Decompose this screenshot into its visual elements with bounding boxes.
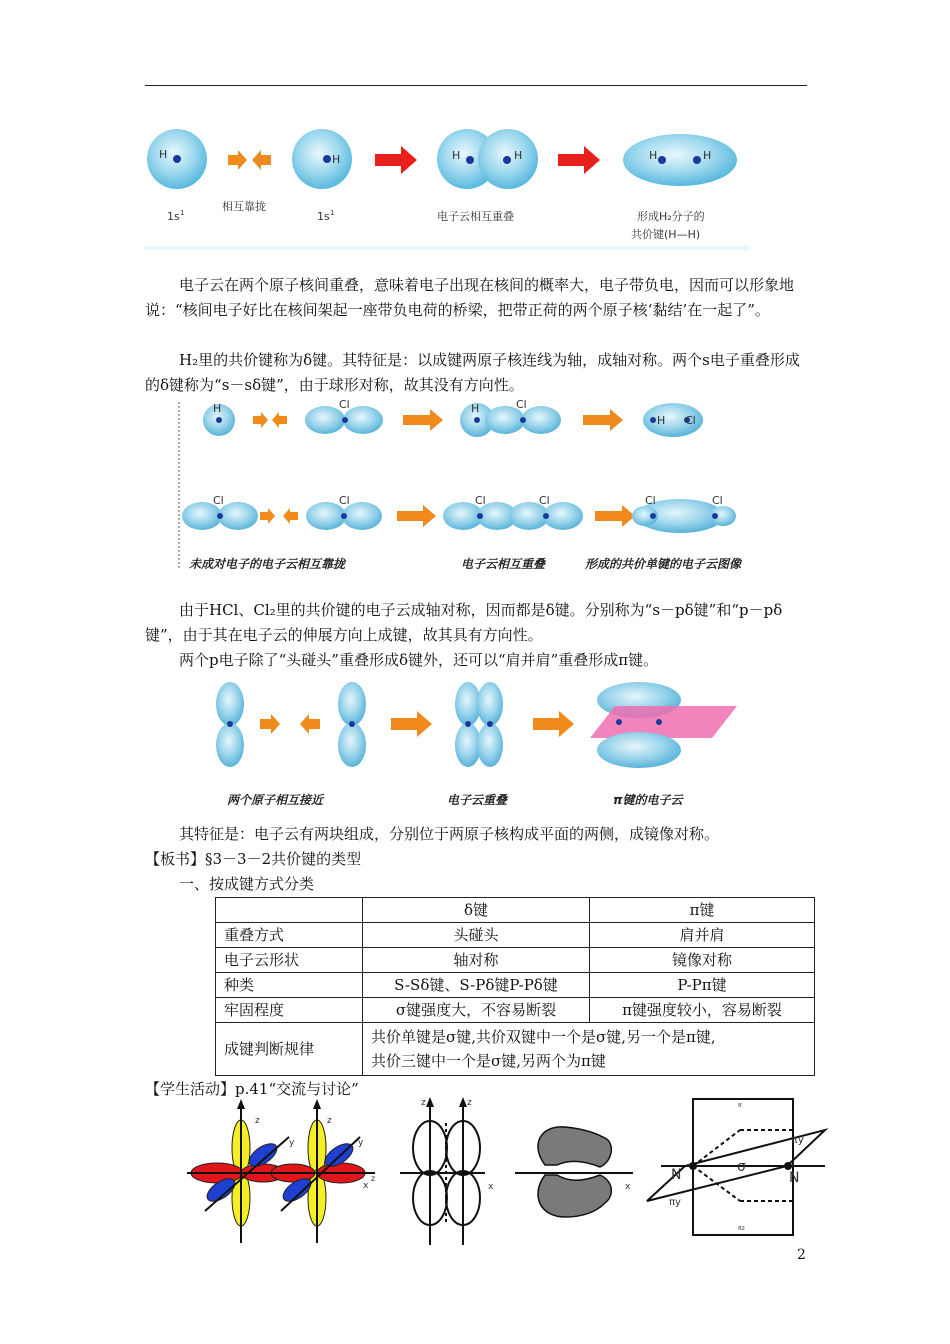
header-rule — [145, 85, 807, 86]
figure-pi-bond — [205, 680, 745, 815]
paragraph-pi-bond: 两个p电子除了“头碰头”重叠形成δ键外，还可以“肩并肩”重叠形成π键。 — [179, 651, 659, 669]
overlap-caption: 电子云相互重叠 — [437, 210, 514, 223]
svg-text:1: 1 — [180, 209, 185, 217]
pz-orbital-outline-diagram — [400, 1097, 494, 1245]
arrow-red-icon-2 — [558, 146, 600, 174]
h-atom-cloud-2 — [292, 129, 352, 189]
figure-hcl-cl2 — [175, 398, 790, 578]
svg-text:H: H — [471, 402, 480, 415]
svg-text:Cl: Cl — [339, 398, 350, 411]
svg-text:x: x — [363, 1181, 369, 1191]
nodal-plane — [590, 706, 737, 738]
svg-text:H: H — [332, 153, 341, 166]
table-row: 牢固程度 σ键强度大，不容易断裂 π键强度较小，容易断裂 — [216, 998, 815, 1023]
activity-heading: 【学生活动】p.41“交流与讨论” — [145, 1080, 359, 1098]
fig3-caption-1: 两个原子相互接近 — [227, 793, 324, 807]
svg-text:N: N — [789, 1170, 800, 1186]
table-row: 电子云形状 轴对称 镜像对称 — [216, 948, 815, 973]
bond-type-table — [215, 897, 815, 1076]
svg-text:z: z — [371, 1174, 376, 1183]
orbital-label-1: 1s — [167, 210, 180, 223]
figure-h2-formation — [145, 122, 750, 252]
svg-text:π: π — [738, 1102, 742, 1109]
svg-text:H: H — [213, 402, 222, 415]
svg-text:N: N — [671, 1167, 682, 1183]
page-number: 2 — [797, 1247, 806, 1263]
svg-text:1: 1 — [330, 209, 335, 217]
section-heading: 一、按成键方式分类 — [179, 875, 315, 893]
paragraph-electron-cloud: 电子云在两个原子核间重叠，意味着电子出现在核间的概率大，电子带负电，因而可以形象地说：“核间电子好比在核间架起一座带负电荷的桥梁，把带正荷的两个原子核‘黏结’在一起了”。 — [145, 276, 795, 319]
pi-cloud-gray-diagram — [515, 1127, 633, 1217]
fig3-caption-3: π键的电子云 — [613, 793, 683, 807]
svg-text:H: H — [452, 149, 461, 162]
svg-text:Cl: Cl — [475, 494, 486, 507]
table-header-row: δ键 π键 — [216, 898, 815, 923]
svg-text:πz: πz — [738, 1225, 745, 1232]
h2-molecule-cloud — [623, 134, 737, 186]
svg-text:H: H — [514, 149, 523, 162]
arrow-left-icon — [252, 150, 271, 170]
svg-text:y: y — [289, 1138, 295, 1148]
approach-caption: 相互靠拢 — [222, 200, 266, 213]
svg-text:z: z — [421, 1098, 426, 1108]
paragraph-hcl-cl2: 由于HCl、Cl₂里的共价键的电子云成轴对称，因而都是δ键。分别称为“s－pδ键”和“p－pδ键”，由于其在电子云的伸展方向上成键，故其具有方向性。 — [145, 601, 783, 644]
table-row: 成键判断规律 共价单键是σ键,共价双键中一个是σ键,另一个是π键, 共价三键中一个是σ键,另两个为π键 — [216, 1023, 815, 1076]
svg-text:Cl: Cl — [339, 494, 350, 507]
svg-text:πy: πy — [669, 1197, 681, 1208]
fig2-caption-3: 形成的共价单键的电子云图像 — [585, 557, 742, 571]
figure-orbital-diagrams — [185, 1093, 835, 1253]
svg-text:H: H — [657, 414, 666, 427]
svg-text:σ: σ — [737, 1159, 746, 1175]
svg-text:Cl: Cl — [712, 494, 723, 507]
svg-text:z: z — [327, 1116, 332, 1126]
svg-text:x: x — [488, 1182, 494, 1192]
svg-text:x: x — [625, 1182, 631, 1192]
svg-text:πy: πy — [791, 1133, 805, 1146]
p-orbital-overlap-diagram — [187, 1099, 375, 1243]
fig2-caption-1: 未成对电子的电子云相互靠拢 — [189, 557, 346, 571]
paragraph-h2-bond: H₂里的共价键称为δ键。其特征是：以成键两原子核连线为轴，成轴对称。两个s电子重叠形成的δ键称为“s－sδ键”，由于球形对称，故其没有方向性。 — [145, 351, 800, 394]
svg-text:Cl: Cl — [213, 494, 224, 507]
svg-text:H: H — [703, 149, 712, 162]
arrow-red-icon — [375, 146, 417, 174]
arrow-right-icon — [228, 150, 247, 170]
board-heading: 【板书】§3－3－2共价键的类型 — [145, 850, 362, 868]
fig2-caption-2: 电子云相互重叠 — [461, 557, 546, 571]
svg-text:1s: 1s — [317, 210, 330, 223]
formed-caption-2: 共价键(H—H) — [631, 228, 701, 241]
n2-bond-diagram — [647, 1099, 825, 1235]
svg-text:z: z — [467, 1098, 472, 1108]
fig3-caption-2: 电子云重叠 — [447, 793, 508, 807]
svg-text:Cl: Cl — [516, 398, 527, 411]
svg-text:y: y — [358, 1138, 364, 1148]
formed-caption-1: 形成H₂分子的 — [637, 210, 705, 223]
svg-text:Cl: Cl — [539, 494, 550, 507]
svg-text:z: z — [255, 1116, 260, 1126]
svg-text:Cl: Cl — [645, 494, 656, 507]
table-row: 重叠方式 头碰头 肩并肩 — [216, 923, 815, 948]
svg-text:Cl: Cl — [685, 414, 696, 427]
table-row: 种类 S-Sδ键、S-Pδ键P-Pδ键 P-Pπ键 — [216, 973, 815, 998]
h-label-1: H — [159, 148, 168, 161]
svg-text:H: H — [649, 149, 658, 162]
paragraph-pi-feature: 其特征是：电子云有两块组成，分别位于两原子核构成平面的两侧，成镜像对称。 — [179, 825, 720, 843]
